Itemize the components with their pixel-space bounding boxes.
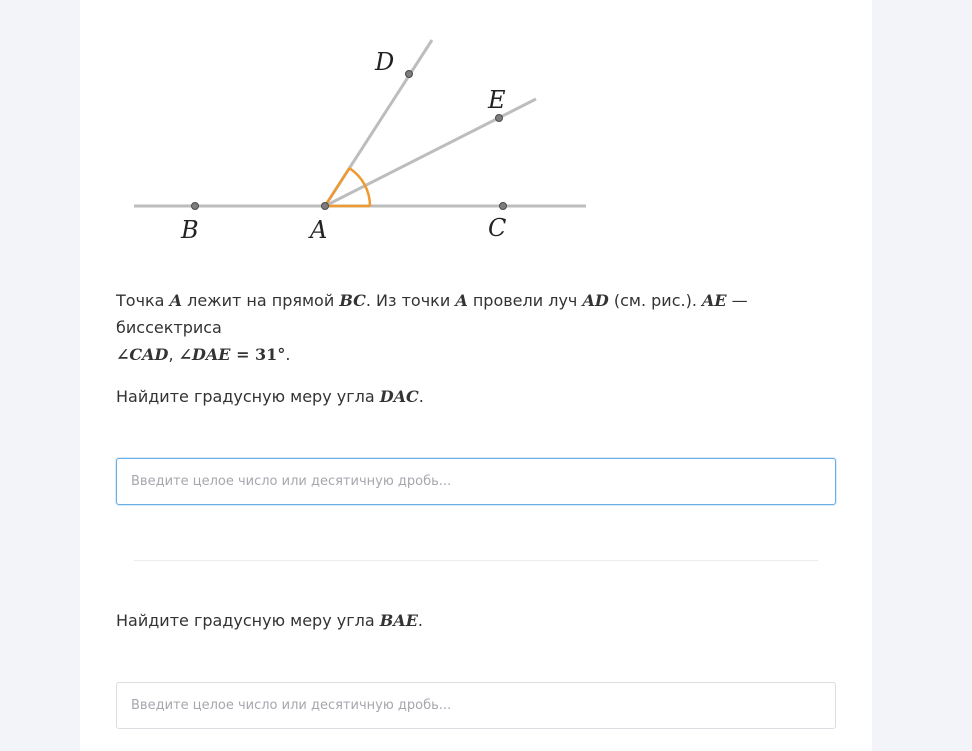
geometry-figure [80, 0, 872, 260]
question-2-prefix: Найдите градусную меру угла [116, 611, 380, 630]
figure-svg [80, 0, 872, 260]
question-1-prefix: Найдите градусную меру угла [116, 387, 380, 406]
point-c [500, 203, 507, 210]
math-angle-cad: ∠CAD [116, 345, 169, 364]
problem-text: . [285, 345, 291, 364]
answer-input-1[interactable] [116, 458, 836, 505]
label-e: E [488, 86, 506, 114]
problem-text: (см. рис.). [608, 291, 702, 310]
problem-text: Точка [116, 291, 170, 310]
point-d [406, 71, 413, 78]
question-2-angle: BAE [379, 611, 418, 630]
point-b [192, 203, 199, 210]
question-1 [116, 383, 424, 410]
ray-ae [325, 99, 536, 206]
problem-text: провели луч [467, 291, 583, 310]
problem-text: лежит на прямой [182, 291, 340, 310]
math-angle-dae: ∠DAE [178, 345, 231, 364]
point-e [496, 115, 503, 122]
math-angle-value: = 31° [230, 345, 286, 364]
problem-text: . Из точки [365, 291, 456, 310]
question-2-suffix: . [417, 611, 423, 630]
problem-statement [116, 287, 836, 368]
point-a [322, 203, 329, 210]
math-point-a: A [169, 291, 182, 310]
math-ray-ae: AE [701, 291, 727, 310]
label-a: A [310, 216, 328, 244]
label-d: D [375, 48, 395, 76]
question-1-angle: DAC [379, 387, 419, 406]
question-2 [116, 607, 423, 634]
math-line-bc: BC [339, 291, 366, 310]
divider [134, 560, 818, 561]
math-ray-ad: AD [582, 291, 609, 310]
problem-text: , [168, 345, 179, 364]
math-point-a: A [455, 291, 468, 310]
label-c: C [488, 214, 507, 242]
task-card [80, 0, 872, 751]
problem-text: — биссектриса [116, 291, 748, 337]
answer-input-2[interactable] [116, 682, 836, 729]
label-b: B [181, 216, 199, 244]
question-1-suffix: . [418, 387, 424, 406]
